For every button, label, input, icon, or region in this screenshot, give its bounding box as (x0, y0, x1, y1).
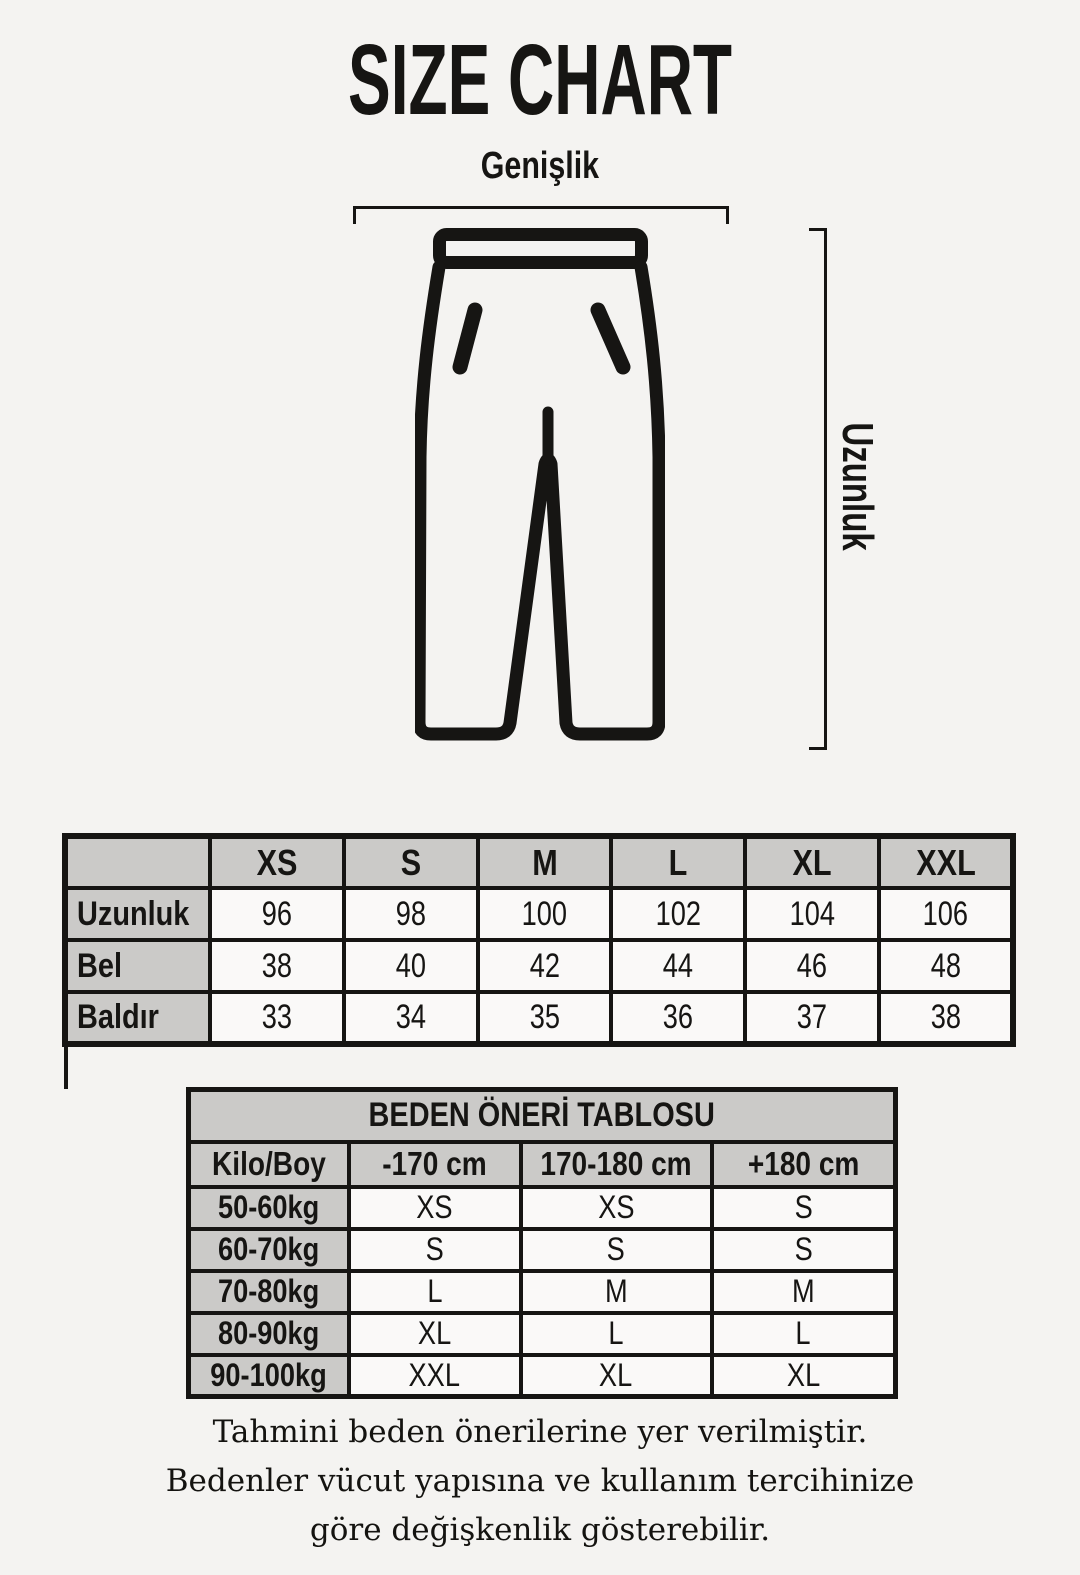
footer-line: göre değişkenlik gösterebilir. (309, 1512, 771, 1548)
pants-icon (415, 222, 665, 749)
table-row (189, 1187, 896, 1229)
size-table (62, 833, 1016, 1047)
size-recommendation: L (349, 1271, 521, 1313)
recommendation-table-header-row (189, 1142, 896, 1187)
size-table-corner-cell (65, 836, 210, 888)
measurement-label: Uzunluk (65, 888, 210, 940)
footer-note (0, 1408, 1080, 1555)
size-value: 33 (210, 992, 344, 1044)
recommendation-table (186, 1087, 898, 1399)
size-recommendation: M (521, 1271, 712, 1313)
height-column-header: +180 cm (712, 1142, 896, 1187)
size-recommendation: XL (349, 1313, 521, 1355)
size-value: 38 (210, 940, 344, 992)
table-row (189, 1271, 896, 1313)
table-row (65, 888, 1013, 940)
measurement-label: Bel (65, 940, 210, 992)
height-column-header: 170-180 cm (521, 1142, 712, 1187)
size-value: 44 (611, 940, 745, 992)
size-value: 48 (879, 940, 1013, 992)
size-value: 40 (344, 940, 478, 992)
size-recommendation: S (712, 1229, 896, 1271)
size-column-header: L (611, 836, 745, 888)
size-recommendation: L (712, 1313, 896, 1355)
size-value: 42 (478, 940, 612, 992)
size-recommendation: M (712, 1271, 896, 1313)
size-value: 37 (745, 992, 879, 1044)
page-title (0, 24, 1080, 136)
kilo-boy-header: Kilo/Boy (189, 1142, 349, 1187)
table-row (189, 1229, 896, 1271)
footer-line: Bedenler vücut yapısına ve kullanım tercihinize (165, 1463, 915, 1499)
size-value: 102 (611, 888, 745, 940)
size-column-header: M (478, 836, 612, 888)
measurement-label: Baldır (65, 992, 210, 1044)
size-recommendation: XXL (349, 1355, 521, 1397)
table-row (189, 1355, 896, 1397)
height-column-header: -170 cm (349, 1142, 521, 1187)
size-recommendation: XS (521, 1187, 712, 1229)
size-value: 104 (745, 888, 879, 940)
stray-border-line (64, 1041, 68, 1089)
weight-range-label: 80-90kg (189, 1313, 349, 1355)
size-value: 36 (611, 992, 745, 1044)
size-recommendation: L (521, 1313, 712, 1355)
weight-range-label: 70-80kg (189, 1271, 349, 1313)
size-value: 100 (478, 888, 612, 940)
size-column-header: S (344, 836, 478, 888)
size-recommendation: XL (521, 1355, 712, 1397)
page-title-text: SIZE CHART (348, 24, 732, 136)
weight-range-label: 90-100kg (189, 1355, 349, 1397)
weight-range-label: 50-60kg (189, 1187, 349, 1229)
length-bracket (809, 228, 827, 750)
pants-right-pocket (598, 310, 623, 367)
size-recommendation: XL (712, 1355, 896, 1397)
size-value: 34 (344, 992, 478, 1044)
footer-line: Tahmini beden önerilerine yer verilmiştir. (212, 1414, 868, 1450)
size-recommendation: S (349, 1229, 521, 1271)
size-recommendation: XS (349, 1187, 521, 1229)
length-label: Uzunluk (833, 422, 882, 552)
size-table-header-row (65, 836, 1013, 888)
recommendation-table-title-row (189, 1090, 896, 1142)
size-recommendation: S (521, 1229, 712, 1271)
size-value: 106 (879, 888, 1013, 940)
size-recommendation: S (712, 1187, 896, 1229)
size-column-header: XL (745, 836, 879, 888)
pants-left-pocket (460, 310, 475, 367)
recommendation-table-title: BEDEN ÖNERİ TABLOSU (189, 1090, 896, 1142)
table-row (65, 940, 1013, 992)
size-value: 38 (879, 992, 1013, 1044)
weight-range-label: 60-70kg (189, 1229, 349, 1271)
size-column-header: XS (210, 836, 344, 888)
table-row (189, 1313, 896, 1355)
pants-outline-path (419, 267, 659, 734)
size-value: 35 (478, 992, 612, 1044)
pants-waistband (440, 235, 642, 263)
width-label: Genişlik (480, 145, 600, 187)
size-value: 96 (210, 888, 344, 940)
table-row (65, 992, 1013, 1044)
size-value: 46 (745, 940, 879, 992)
size-column-header: XXL (879, 836, 1013, 888)
size-value: 98 (344, 888, 478, 940)
